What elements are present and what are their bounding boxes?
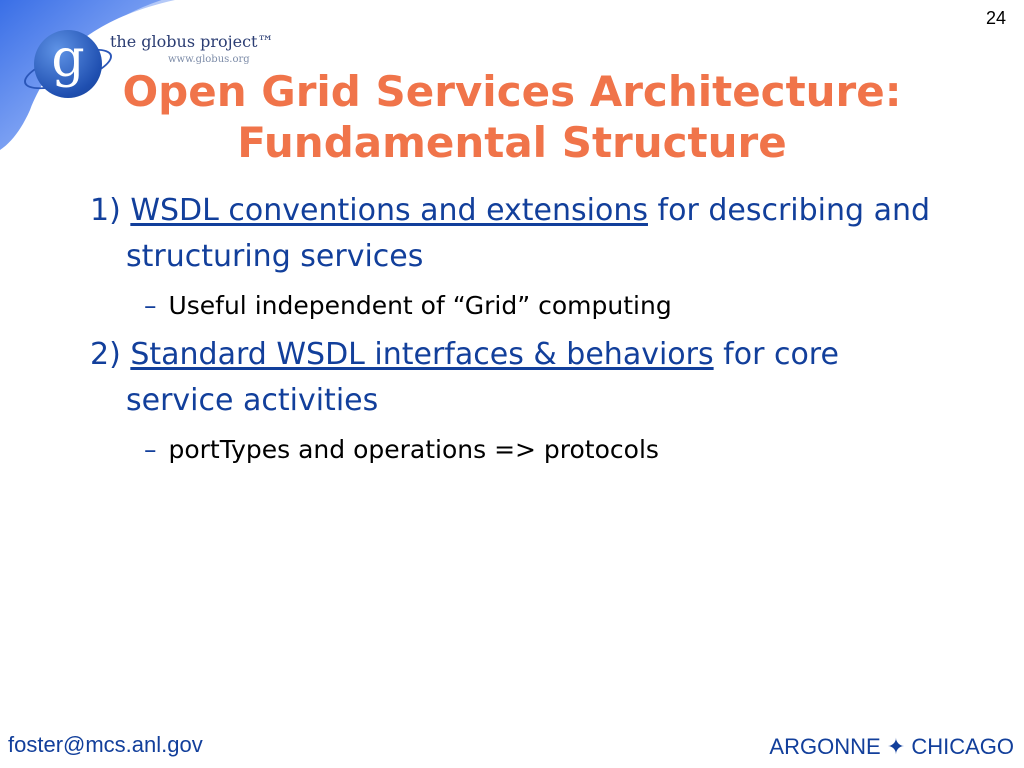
list-item-2 — [90, 332, 950, 424]
wsdl-conventions-link[interactable]: WSDL conventions and extensions — [130, 193, 648, 228]
list-item-1 — [90, 188, 950, 280]
list-item-2-prefix: 2) — [90, 337, 121, 372]
footer-institutions: ARGONNE ✦ CHICAGO — [769, 734, 1014, 759]
title-line-1: Open Grid Services Architecture: — [122, 67, 902, 117]
subitem-2-text: portTypes and operations => protocols — [168, 435, 659, 464]
list-item-1-rest: for describing and structuring services — [126, 193, 931, 274]
page-title — [80, 66, 944, 168]
list-item-2-rest: for core service activities — [126, 337, 839, 418]
title-line-2: Fundamental Structure — [237, 118, 787, 168]
footer-email: foster@mcs.anl.gov — [8, 732, 203, 757]
logo-text: the globus project™ — [110, 32, 274, 51]
subitem-1-text: Useful independent of “Grid” computing — [168, 291, 672, 320]
slide-number: 24 — [985, 8, 1006, 28]
subitem-1 — [144, 290, 950, 322]
dash-bullet: – — [144, 291, 157, 320]
slide-content — [90, 188, 950, 476]
subitem-2 — [144, 434, 950, 466]
logo-url: www.globus.org — [168, 54, 250, 65]
globus-logo-icon: g — [34, 30, 102, 98]
standard-wsdl-interfaces-link[interactable]: Standard WSDL interfaces & behaviors — [130, 337, 714, 372]
list-item-1-prefix: 1) — [90, 193, 121, 228]
dash-bullet: – — [144, 435, 157, 464]
